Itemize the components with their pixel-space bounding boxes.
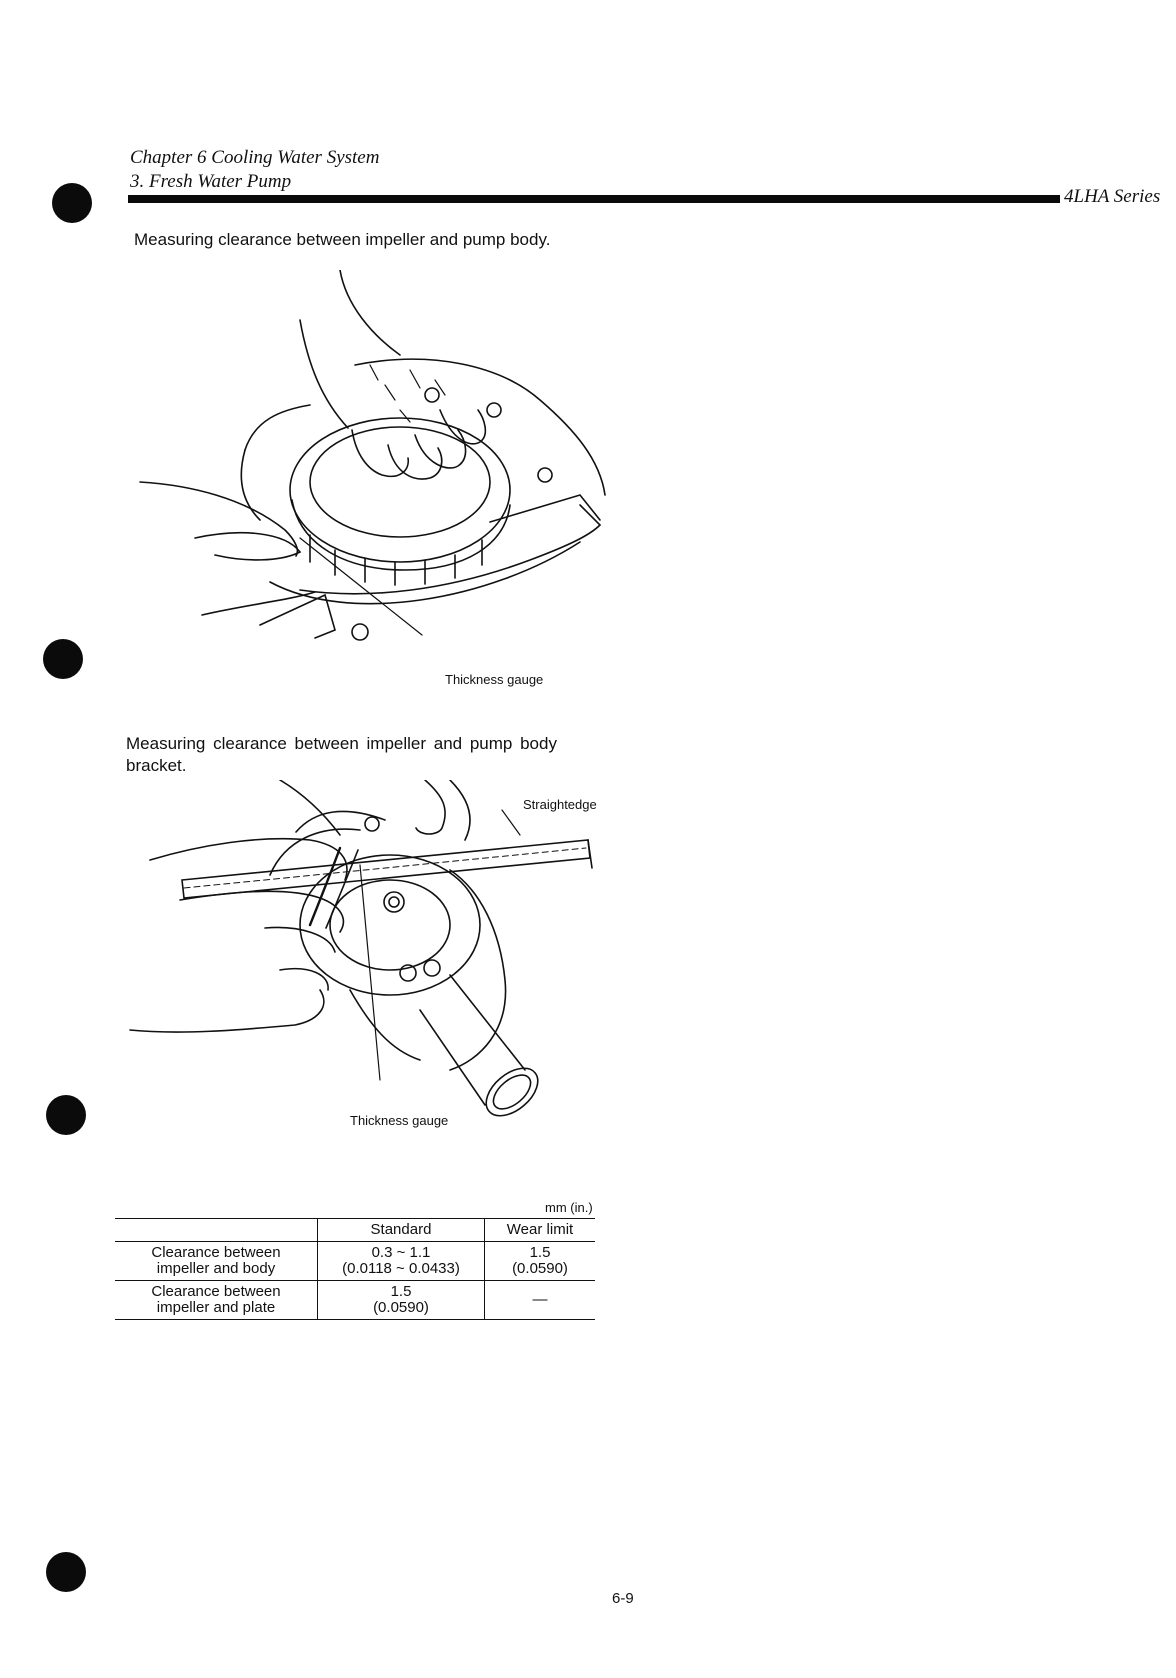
spec-table [115, 1218, 595, 1320]
row2-name [115, 1281, 318, 1320]
row2-name-line2: impeller and plate [156, 1299, 276, 1316]
figure2-straightedge-label: Straightedge [523, 797, 597, 812]
row2-standard-in: (0.0590) [373, 1299, 429, 1316]
spec-unit: mm (in.) [545, 1200, 593, 1215]
series-label: 4LHA Series [1064, 186, 1161, 207]
header-rule [128, 195, 1060, 203]
table-row [115, 1281, 595, 1320]
row2-name-line1: Clearance between [151, 1283, 281, 1300]
header-wear-limit: Wear limit [506, 1221, 574, 1238]
figure2-gauge-label: Thickness gauge [350, 1113, 449, 1128]
row1-wear-mm: 1.5 [529, 1244, 551, 1261]
binder-hole-2 [43, 639, 83, 679]
row1-name [115, 1242, 318, 1281]
row2-wear: — [532, 1291, 548, 1308]
binder-hole-3 [46, 1095, 86, 1135]
figure2-caption-line1: Measuring clearance between impeller and pump body [126, 734, 557, 753]
row1-name-line1: Clearance between [151, 1244, 281, 1261]
figure2-caption-line2: bracket. [126, 756, 187, 775]
row1-name-line2: impeller and body [156, 1260, 276, 1277]
figure1-illustration [110, 270, 610, 690]
binder-hole-4 [46, 1552, 86, 1592]
section-title: 3. Fresh Water Pump [130, 171, 292, 192]
table-header-row [115, 1219, 595, 1242]
row1-wear-in: (0.0590) [512, 1260, 568, 1277]
header-empty-cell [115, 1219, 318, 1242]
table-row [115, 1242, 595, 1281]
page-number: 6-9 [612, 1590, 634, 1607]
row1-wear [485, 1242, 596, 1281]
binder-hole-1 [52, 183, 92, 223]
chapter-title: Chapter 6 Cooling Water System [130, 147, 380, 168]
figure1-caption: Measuring clearance between impeller and pump body. [134, 230, 551, 249]
row1-standard-mm: 0.3 ~ 1.1 [371, 1244, 431, 1261]
row2-standard [318, 1281, 485, 1320]
figure1-gauge-label: Thickness gauge [445, 672, 544, 687]
figure2-illustration [120, 780, 610, 1140]
row1-standard-in: (0.0118 ~ 0.0433) [342, 1260, 460, 1277]
header-standard: Standard [318, 1219, 485, 1242]
row2-standard-mm: 1.5 [390, 1283, 412, 1300]
row1-standard [318, 1242, 485, 1281]
